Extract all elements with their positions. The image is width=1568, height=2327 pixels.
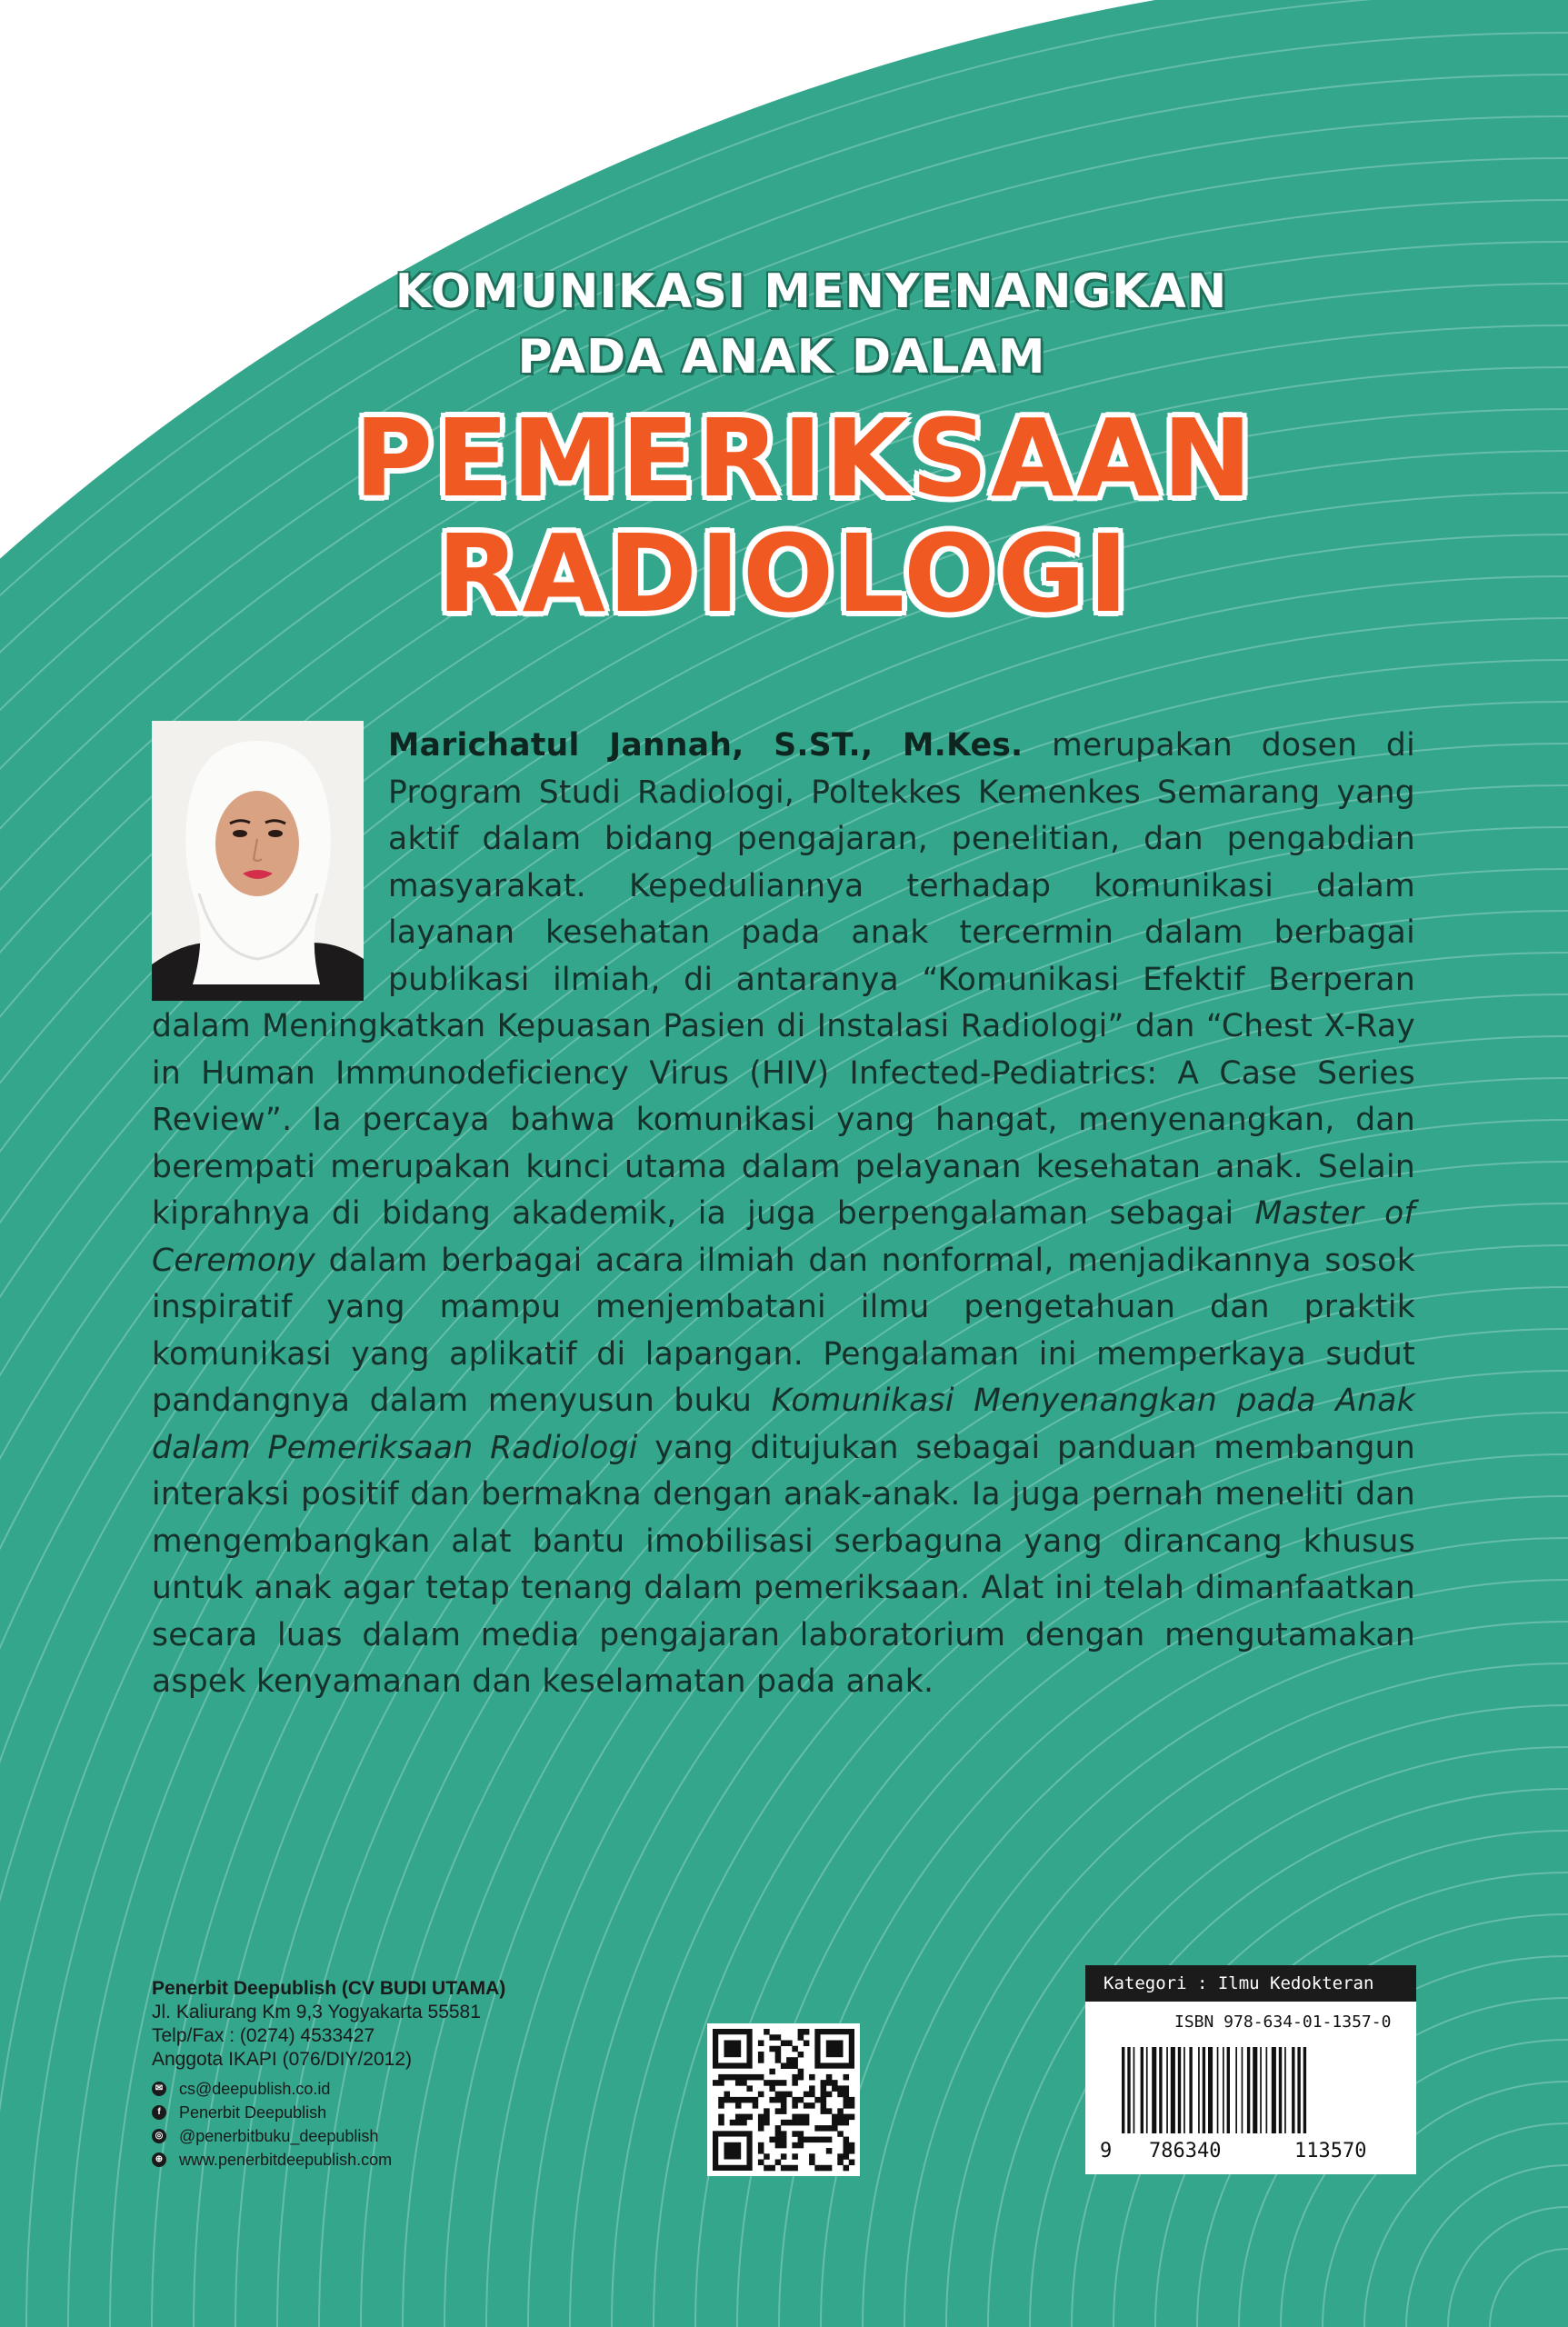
author-bio [152, 723, 1415, 1706]
publisher-name: Penerbit Deepublish (CV BUDI UTAMA) [152, 1978, 506, 1999]
barcode-digit-group1: 786340 [1149, 2140, 1222, 2162]
bio-italic-2: Komunikasi Menyenangkan pada Anak dalam Pemeriksaan Radiologi [152, 1383, 1415, 1466]
title-subtitle-line1: KOMUNIKASI MENYENANGKAN [394, 265, 1228, 319]
contact-website [152, 2148, 697, 2172]
book-title [0, 259, 1568, 636]
contact-email-text: cs@deepublish.co.id [179, 2080, 331, 2098]
contact-website-text: www.penerbitdeepublish.com [179, 2151, 393, 2169]
barcode-digit-prefix: 9 [1100, 2140, 1113, 2162]
instagram-icon: ◎ [152, 2129, 166, 2143]
title-main-line1: PEMERIKSAAN [354, 395, 1255, 521]
contact-facebook [152, 2101, 697, 2124]
globe-icon: ⊕ [152, 2152, 166, 2167]
bio-text-1: merupakan dosen di Program Studi Radiologi, Poltekkes Kemenkes Semarang yang aktif dalam bidang pengajaran, penelitian, dan pengabdian masyarakat. Kepeduliannya terhadap komunikasi dalam layanan kesehatan pada anak tercermin dalam berbagai publikasi ilmiah, di antaranya “Komunikasi Efektif Berperan dalam Meningkatkan Kepuasan Pasien di Instalasi Radiologi” dan “Chest X-Ray in Human Immunodeficiency Virus (HIV) Infected-Pediatrics: A Case Series Review”. Ia percaya bahwa komunikasi yang hangat, menyenangkan, dan berempati merupakan kunci utama dalam pelayanan kesehatan anak. Selain kiprahnya di bidang akademik, ia juga berpengalaman sebagai [152, 727, 1415, 1232]
bio-text-2: dalam berbagai acara ilmiah dan nonformal, menjadikannya sosok inspiratif yang mampu menjembatani ilmu pengetahuan dan praktik komunikasi yang aplikatif di lapangan. Pengalaman ini memperkaya sudut pandangnya dalam menyusun buku [152, 1242, 1415, 1419]
kategori-label: Kategori : Ilmu Kedokteran [1085, 1965, 1416, 2002]
barcode-digit-group2: 113570 [1294, 2140, 1367, 2162]
email-icon: ✉ [152, 2082, 166, 2096]
qr-code [707, 2023, 860, 2176]
publisher-phone: Telp/Fax : (0274) 4533427 [152, 2025, 375, 2046]
bio-text-3: yang ditujukan sebagai panduan membangun interaksi positif dan bermakna dengan anak-anak. Ia juga pernah meneliti dan mengembangkan alat bantu imobilisasi serbaguna yang dirancang khusus untuk anak agar tetap tenang dalam pemeriksaan. Alat ini telah dimanfaatkan secara luas dalam media pengajaran laboratorium dengan mengutamakan aspek kenyamanan dan keselamatan pada anak. [152, 1429, 1416, 1700]
contact-email [152, 2077, 697, 2101]
publisher-info [152, 1977, 697, 2172]
contact-facebook-text: Penerbit Deepublish [179, 2103, 327, 2122]
barcode-bars [1122, 2047, 1385, 2138]
contact-instagram [152, 2124, 697, 2148]
title-subtitle-line2: PADA ANAK DALAM [517, 330, 1046, 385]
title-main-line2: RADIOLOGI [436, 511, 1132, 636]
facebook-icon: f [152, 2105, 166, 2120]
isbn-text: ISBN 978-634-01-1357-0 [1174, 2012, 1392, 2032]
publisher-address: Jl. Kaliurang Km 9,3 Yogyakarta 55581 [152, 2002, 481, 2022]
bio-italic-1: Master of Ceremony [152, 1195, 1415, 1279]
publisher-member: Anggota IKAPI (076/DIY/2012) [152, 2049, 413, 2070]
author-name: Marichatul Jannah, S.ST., M.Kes. [388, 727, 1024, 764]
barcode-panel [1085, 1965, 1416, 2174]
contact-instagram-text: @penerbitbuku_deepublish [179, 2127, 379, 2145]
